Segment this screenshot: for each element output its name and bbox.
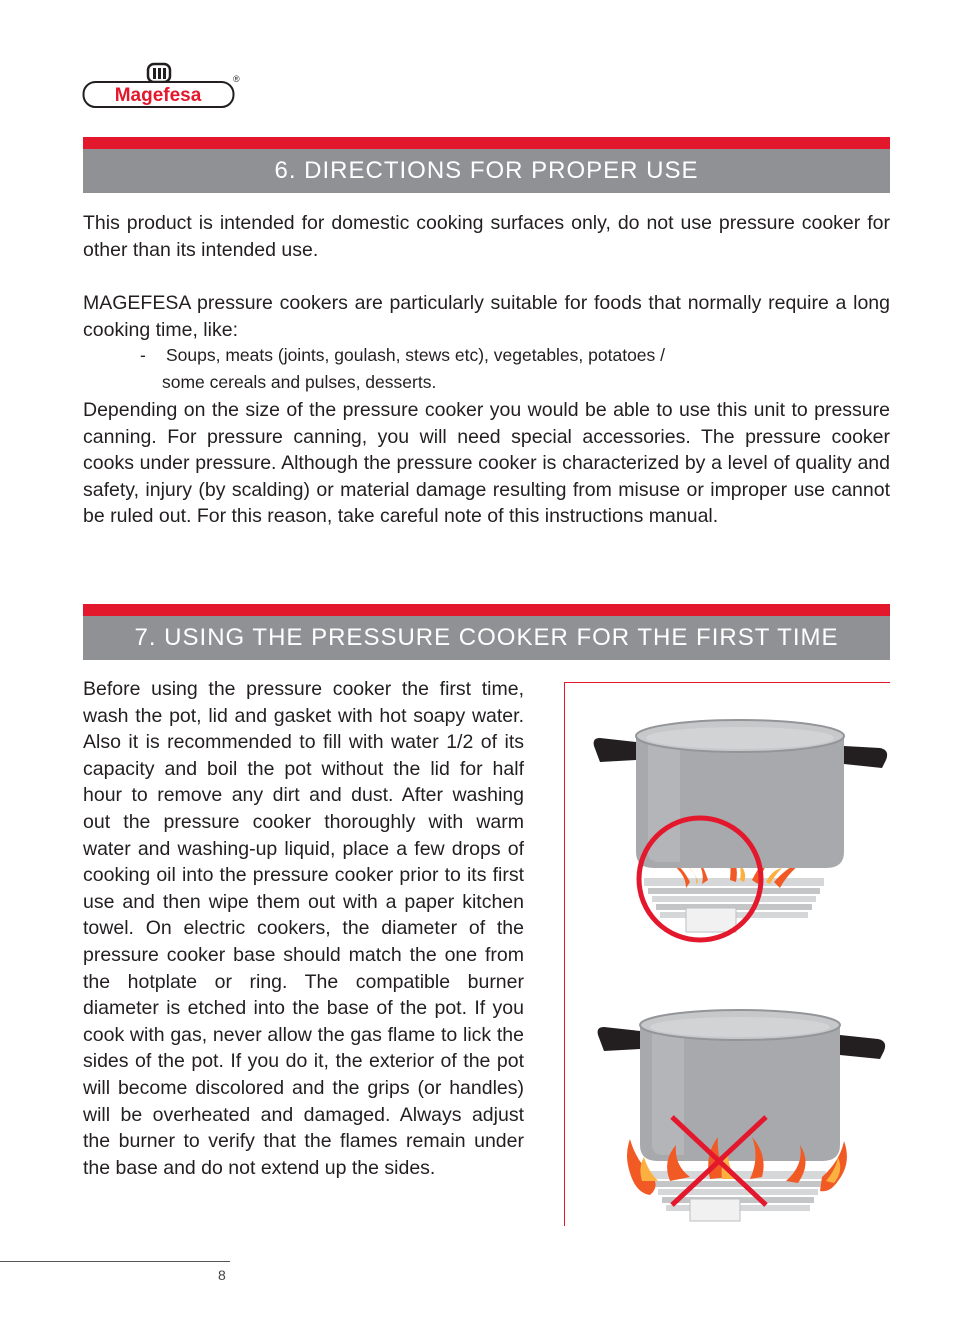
bullet-dash: - — [140, 345, 146, 365]
section7-red-bar — [83, 604, 890, 616]
page-number: 8 — [218, 1267, 226, 1283]
section6-red-bar — [83, 137, 890, 149]
incorrect-pot-illustration — [590, 1005, 890, 1235]
section7-body: Before using the pressure cooker the first time, wash the pot, lid and gasket with hot soapy water. Also it is recommended to fill with water 1/2 of its capacity and boil the pot without the lid for half hour to remove any dirt and dust. After washing out the pressure cooker thoroughly with warm water and washing-up liquid, place a few drops of cooking oil into the pressure cooker prior to its first use and then wipe them out with a paper kitchen towel. On electric cookers, the diameter of the pressure cooker base should match the one from the hotplate or ring. The compatible burner diameter is etched into the base of the pot. If you cook with gas, never allow the gas flame to lick the sides of the pot. If you do it, the exterior of the pot will become discolored and the grips (or handles) will be overheated and damaged. Always adjust the burner to verify that the flames remain under the base and do not extend up the sides. — [83, 678, 524, 1179]
logo-wordmark: Magefesa — [114, 85, 202, 106]
section6-paragraph-1: This product is intended for domestic cooking surfaces only, do not use pressure cooker for other than its intended use. — [83, 212, 890, 261]
section7-header — [83, 604, 890, 660]
section7-title: 7. USING THE PRESSURE COOKER FOR THE FIRST TIME — [83, 616, 890, 660]
section6-header — [83, 137, 890, 193]
registered-mark: ® — [233, 74, 240, 84]
correct-pot-illustration — [590, 712, 890, 987]
footer-rule — [0, 1261, 230, 1262]
section6-paragraph-2: MAGEFESA pressure cookers are particularly suitable for foods that normally require a long cooking time, like: — [83, 292, 890, 341]
magefesa-logo — [82, 62, 240, 110]
section6-bullet — [140, 342, 760, 396]
section6-title: 6. DIRECTIONS FOR PROPER USE — [83, 149, 890, 193]
bullet-line-2: some cereals and pulses, desserts. — [162, 372, 437, 392]
bullet-line-1: Soups, meats (joints, goulash, stews etc), vegetables, potatoes / — [166, 345, 666, 365]
section6-paragraph-3: Depending on the size of the pressure cooker you would be able to use this unit to pressure canning. For pressure canning, you will need special accessories. The pressure cooker cooks under pressure. Although the pressure cooker is characterized by a level of quality and safety, injury (by scalding) or material damage resulting from misuse or improper use cannot be ruled out. For this reason, take careful note of this instructions manual. — [83, 399, 890, 528]
